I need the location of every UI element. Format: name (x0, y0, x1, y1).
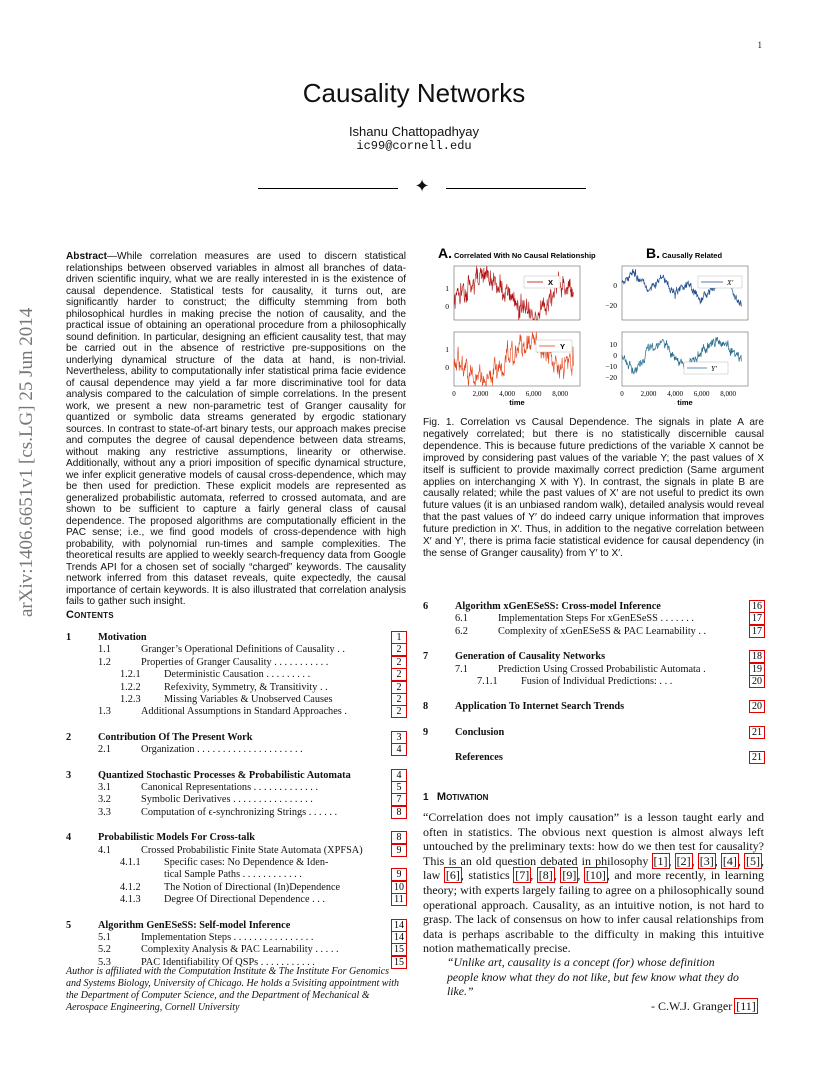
citation-link[interactable]: [7] (515, 868, 530, 883)
toc-number: 3.2 (98, 794, 111, 806)
toc-entry[interactable] (66, 869, 406, 881)
title-divider (258, 176, 586, 196)
toc-title: Probabilistic Models For Cross-talk (98, 832, 256, 844)
toc-number: 7 (423, 651, 429, 663)
citation-link[interactable]: [10] (585, 868, 606, 883)
body-text: “Correlation does not imply causation” is a lesson taught early and often in statistics. The obvious next question is almost always left untouched by the preliminary texts: how do we then test for causality? This is an old question debated in philosophy (423, 810, 764, 868)
quote-attribution (651, 999, 757, 1014)
toc-entry[interactable] (66, 682, 406, 694)
figure-caption (423, 417, 764, 560)
citation-link[interactable]: [3] (699, 853, 714, 868)
toc-title: Organization . . . . . . . . . . . . . . . . . . . . . (141, 744, 303, 756)
toc-number: 6.1 (455, 613, 468, 625)
toc-page-link[interactable]: 2 (392, 657, 406, 668)
toc-number: 1.2.1 (120, 669, 141, 681)
y-tick-label: 0 (613, 351, 617, 360)
toc-entry[interactable] (66, 669, 406, 681)
y-tick-label: −20 (605, 373, 617, 382)
toc-number: 7.1.1 (477, 676, 498, 687)
toc-page-link[interactable]: 2 (392, 644, 406, 655)
toc-number: 5.3 (98, 956, 111, 968)
toc-entry[interactable] (66, 632, 406, 644)
toc-page-link[interactable]: 1 (392, 632, 406, 643)
toc-title: Computation of ϵ-synchronizing Strings . . . . . . (141, 806, 338, 818)
toc-entry[interactable] (66, 732, 406, 744)
toc-title: Algorithm xGenESeSS: Cross-model Inference (455, 601, 661, 612)
toc-page-link[interactable]: 9 (392, 845, 406, 856)
y-tick-label: 0 (445, 363, 449, 372)
paper-title: Causality Networks (302, 78, 526, 108)
toc-entry[interactable] (66, 794, 406, 806)
toc-page-link[interactable]: 4 (392, 744, 406, 755)
citation-link[interactable]: [9] (562, 868, 577, 883)
caption-text: Correlation vs Causal Dependence. The signals in plate A are negatively correlated; but there is no statistically discernible causal dependence. This is because future predictions of the variable X cannot be improved by considering past values of the variable Y; the past values of X itself is sufficient to provide maximally correct prediction (Same argument applies on interchanging X with Y). In contrast, the signals in plate B are causally related; while the past values of X′ are not useful to predict its own future values (it is an unbiased random walk), detailed analysis would reveal that the past values of Y′ do indeed carry unique information that improves future prediction in X′. Thus, in addition to the negative correlation between X′ and Y′, there is prima facie statistical evidence for causal dependency (in the sense of Granger causality) from Y′ to X′. (423, 417, 764, 559)
x-axis-label-a: time (509, 398, 525, 407)
abstract (66, 251, 406, 608)
toc-title: Conclusion (455, 726, 505, 738)
toc-number: 3 (66, 769, 72, 781)
toc-title: tical Sample Paths . . . . . . . . . . . . (164, 869, 302, 881)
toc-number: 6 (423, 601, 429, 612)
granger-quote: “Unlike art, causality is a concept (for) whose definition people know what they do not like, but few know what they do like.” (447, 955, 739, 998)
toc-entry[interactable] (66, 694, 406, 706)
toc-number: 4.1.3 (120, 894, 141, 906)
toc-title: Prediction Using Crossed Probabilistic Automata . (498, 663, 706, 675)
toc-entry[interactable] (66, 920, 406, 932)
toc-page-link[interactable]: 15 (394, 944, 404, 956)
toc-title: Canonical Representations . . . . . . . . . . . . . (141, 782, 319, 793)
legend-label-y: Y (560, 342, 566, 351)
toc-title: Contribution Of The Present Work (98, 731, 253, 743)
toc-title: References (455, 752, 503, 764)
toc-number: 8 (423, 701, 429, 713)
x-tick-label: 4,000 (499, 390, 515, 398)
toc-entry[interactable] (66, 782, 406, 794)
x-tick-label: 2,000 (640, 390, 657, 398)
y-tick-label: 0 (613, 281, 617, 290)
toc-page-link[interactable]: 9 (392, 869, 406, 880)
x-tick-label: 8,000 (720, 390, 736, 398)
y-tick-label: 10 (609, 340, 617, 349)
y-tick-label: 1 (445, 345, 449, 354)
toc-title: Complexity Analysis & PAC Learnability . . . . . (141, 944, 339, 956)
toc-entry[interactable] (423, 613, 764, 625)
toc-title: Motivation (98, 632, 147, 643)
toc-page-link[interactable]: 17 (752, 613, 762, 625)
toc-title: Additional Assumptions in Standard Approaches . (141, 706, 347, 718)
panel-a-label: A. (438, 245, 452, 261)
page-number: 1 (757, 40, 762, 50)
x-tick-label: 6,000 (693, 390, 710, 398)
toc-page-link[interactable]: 21 (752, 726, 762, 738)
citation-group: [1], [2], [3], [4], [5] (653, 853, 761, 868)
toc-page-link[interactable]: 8 (392, 832, 406, 843)
toc-entry[interactable] (66, 644, 406, 656)
panel-b-title: Causally Related (662, 251, 723, 260)
toc-number: 1.1 (98, 644, 111, 656)
toc-page-link[interactable]: 17 (752, 625, 762, 637)
toc-page-link[interactable]: 21 (752, 752, 762, 764)
toc-entry[interactable] (66, 932, 406, 944)
toc-entry[interactable] (423, 676, 764, 688)
toc-page-link[interactable]: 19 (752, 663, 762, 675)
panel-b-label: B. (646, 245, 660, 261)
toc-number: 4.1.1 (120, 857, 141, 868)
arxiv-id: arXiv:1406.6651v1 [cs.LG] 25 Jun 2014 (16, 307, 37, 617)
citation-link[interactable]: [8] (538, 868, 553, 883)
x-tick-label: 0 (452, 390, 456, 398)
author-email[interactable]: ic99@cornell.edu (356, 139, 472, 153)
author-name: Ishanu Chattopadhyay (348, 124, 480, 139)
toc-title: Implementation Steps For xGenESeSS . . . . . . . (498, 613, 694, 625)
x-tick-label: 0 (620, 390, 624, 398)
x-tick-label: 4,000 (667, 390, 683, 398)
toc-entry[interactable] (66, 744, 406, 756)
toc-page-link[interactable]: 16 (752, 601, 762, 612)
toc-number: 4.1 (98, 844, 111, 856)
toc-number: 3.1 (98, 782, 111, 793)
x-tick-label: 2,000 (472, 390, 489, 398)
citation-link[interactable]: [4] (722, 853, 737, 868)
legend-label-yp: Y′ (711, 364, 717, 373)
toc-number: 1 (66, 632, 72, 643)
toc-title: Algorithm GenESeSS: Self-model Inference (98, 919, 291, 931)
section-1-heading (423, 791, 488, 803)
toc-entry[interactable] (66, 894, 406, 906)
toc-entry[interactable] (66, 845, 406, 857)
toc-number: 9 (423, 726, 429, 738)
toc-page-link[interactable]: 14 (394, 919, 404, 931)
toc-number: 5.2 (98, 944, 111, 956)
abstract-label: Abstract (66, 251, 107, 262)
toc-number: 2 (66, 731, 72, 743)
toc-title: Application To Internet Search Trends (455, 701, 625, 713)
caption-label: Fig. 1. (423, 417, 455, 428)
toc-number: 1.3 (98, 706, 111, 718)
x-tick-label: 6,000 (525, 390, 542, 398)
toc-page-link[interactable]: 20 (752, 701, 762, 713)
toc-entry[interactable] (423, 651, 764, 663)
toc-number: 5 (66, 919, 72, 931)
toc-page-link[interactable]: 5 (392, 782, 406, 793)
citation-group (445, 868, 461, 882)
y-tick-label: 1 (445, 284, 449, 293)
figure-1 (428, 244, 764, 409)
section-1-body (423, 810, 764, 956)
toc-number: 4.1.2 (120, 881, 141, 893)
toc-page-link[interactable]: 2 (392, 694, 406, 705)
author-footnote: Author is affiliated with the Computation Institute & The Institute For Genomics and Systems Biology, University of Chicago. He holds a 5visiting appointment with the Department of Computer Science, and the Department of Mechanical & Aerospace Engineering, Cornell University (66, 966, 400, 1013)
toc-title: Missing Variables & Unobserved Causes (164, 694, 333, 705)
toc-title: Degree Of Directional Dependence . . . (164, 894, 325, 906)
abstract-text: —While correlation measures are used to discern statistical relationships between observed variables in almost all branches of data-driven scientific inquiry, what we are really interested in is the existence of causal dependence. Statistical tests for causality, it turns out, are significantly harder to construct; the difficulty stemming from both philosophical hurdles in making precise the notion of causality, and the practical issue of obtaining an operational procedure from a philosophically sound definition. In particular, designing an efficient causality test, that may be carried out in the absence of restrictive pre-suppositions on the underlying dynamical structure of the data at hand, is non-trivial. Nevertheless, ability to computationally infer statistical prima facie evidence of causal dependence may yield a far more discriminative tool for data analysis compared to the calculation of simple correlations. In the present work, we present a new non-parametric test of Granger causality for quantized or symbolic data streams generated by ergodic stationary sources. In contrast to state-of-art binary tests, our approach makes precise and computes the degree of causal dependence between data streams, without making any restrictive assumptions, linearity or otherwise. Additionally, without any a priori imposition of specific dynamical structure, we infer explicit generative models of causal cross-dependence, which may be then used for prediction. These explicit models are represented as generalized probabilistic automata, referred to crossed automata, and are shown to be sufficient to capture a fairly general class of causal dependence. The proposed algorithms are computationally efficient in the PAC sense; i.e., we find good models of cross-dependence with high probability, with polynomial run-times and sample complexities. The theoretical results are applied to weekly search-frequency data from Google Trends API for a chosen set of socially “charged” keywords. The causality network inferred from this dataset reveals, quite expectedly, the causal importance of certain keywords. It is also illustrated that correlation analysis fails to gather such insight. (66, 251, 406, 607)
citation-link[interactable]: [11] (736, 999, 756, 1013)
toc-title: Specific cases: No Dependence & Iden- (164, 857, 329, 868)
toc-entry[interactable] (66, 807, 406, 819)
toc-number: 1.2.3 (120, 694, 141, 705)
toc-page-link[interactable]: 11 (392, 894, 406, 905)
divider-star-icon: ✦ (414, 176, 430, 196)
toc-title: PAC Identifiability Of QSPs . . . . . . . . . . . (141, 956, 315, 968)
toc-number: 2.1 (98, 744, 111, 756)
x-axis-label-b: time (677, 398, 693, 407)
toc-entry[interactable] (423, 752, 764, 764)
toc-title: Implementation Steps . . . . . . . . . . . . . . . . (141, 932, 314, 943)
toc-entry[interactable] (66, 770, 406, 782)
attribution-text: - C.W.J. Granger (651, 999, 736, 1013)
toc-entry[interactable] (66, 944, 406, 956)
toc-entry[interactable] (66, 857, 406, 869)
plot-frame-xp (622, 266, 748, 320)
toc-page-link[interactable]: 2 (392, 706, 406, 717)
body-text: , and more recently, in learning theory; with experts largely failing to agree on a philosophically sound operational approach. Causality, as an intuitive notion, is not hard to grasp. The lack of consensus on how to infer causal relationships from data is perhaps ascribable to the difficulty in making this intuitive notion mathematically precise. (423, 868, 765, 956)
toc-entry[interactable] (423, 626, 764, 638)
legend-label-xp: X′ (727, 278, 734, 287)
citation-link[interactable]: [5] (746, 853, 761, 868)
toc-title: Complexity of xGenESeSS & PAC Learnability . . (498, 625, 707, 637)
toc-entry[interactable] (66, 706, 406, 718)
toc-title: Fusion of Individual Predictions: . . . (521, 676, 673, 687)
toc-entry[interactable] (423, 601, 764, 613)
toc-page-link[interactable]: 8 (392, 807, 406, 818)
toc-entry[interactable] (423, 664, 764, 676)
toc-title: Symbolic Derivatives . . . . . . . . . . . . . . . . (141, 794, 313, 806)
toc-page-link[interactable]: 2 (392, 682, 406, 693)
section-title: Motivation (436, 791, 489, 803)
series-line-x (454, 266, 573, 320)
toc-title: Refexivity, Symmetry, & Transitivity . . (164, 681, 328, 693)
toc-page-link[interactable]: 2 (392, 669, 406, 680)
toc-number: 1.2.2 (120, 681, 141, 693)
toc-title: Generation of Causality Networks (455, 651, 606, 663)
toc-entry[interactable] (423, 701, 764, 713)
y-tick-label: 0 (445, 302, 449, 311)
toc-title: Deterministic Causation . . . . . . . . . (164, 669, 311, 681)
arxiv-stamp (4, 297, 44, 617)
y-tick-label: −10 (605, 362, 617, 371)
toc-number: 6.2 (455, 625, 468, 637)
panel-a-title: Correlated With No Causal Relationship (454, 251, 596, 260)
toc-entry[interactable] (66, 657, 406, 669)
toc-number: 3.3 (98, 806, 111, 818)
toc-title: Quantized Stochastic Processes & Probabilistic Automata (98, 769, 351, 781)
toc-number: 1.2 (98, 656, 111, 668)
toc-page-link[interactable]: 18 (752, 651, 762, 663)
citation-group: [7], [8], [9], [10] (515, 868, 606, 883)
toc-number: 5.1 (98, 932, 111, 943)
toc-title: The Notion of Directional (In)Dependence (164, 881, 341, 893)
y-tick-label: −20 (605, 301, 617, 310)
toc-page-link[interactable]: 15 (394, 956, 404, 968)
citation-link[interactable]: [1] (653, 853, 668, 868)
toc-entry[interactable] (423, 727, 764, 739)
citation-link[interactable]: [2] (676, 853, 691, 868)
toc-number: 7.1 (455, 663, 468, 675)
toc-title: Crossed Probabilistic Finite State Automata (XPFSA) (141, 844, 363, 856)
toc-page-link[interactable]: 10 (394, 881, 404, 893)
legend-label-x: X (548, 278, 554, 287)
x-tick-label: 8,000 (552, 390, 568, 398)
toc-entry[interactable] (66, 957, 406, 969)
citation-link[interactable]: [6] (445, 868, 460, 883)
plot-frame-yp (622, 332, 748, 386)
body-text: , law (423, 853, 765, 883)
section-number: 1 (423, 792, 429, 803)
toc-page-link[interactable]: 7 (392, 794, 406, 805)
toc-page-link[interactable]: 20 (752, 676, 762, 687)
toc-number: 4 (66, 832, 72, 844)
toc-page-link[interactable]: 4 (392, 770, 406, 781)
toc-page-link[interactable]: 3 (392, 732, 406, 743)
body-text: , statistics (460, 868, 515, 883)
toc-title: Properties of Granger Causality . . . . . . . . . . . (141, 656, 329, 668)
contents-heading: Contents (66, 609, 114, 621)
toc-entry[interactable] (66, 832, 406, 844)
toc-entry[interactable] (66, 882, 406, 894)
toc-page-link[interactable]: 14 (394, 932, 404, 943)
toc-title: Granger’s Operational Definitions of Causality . . (141, 644, 345, 656)
